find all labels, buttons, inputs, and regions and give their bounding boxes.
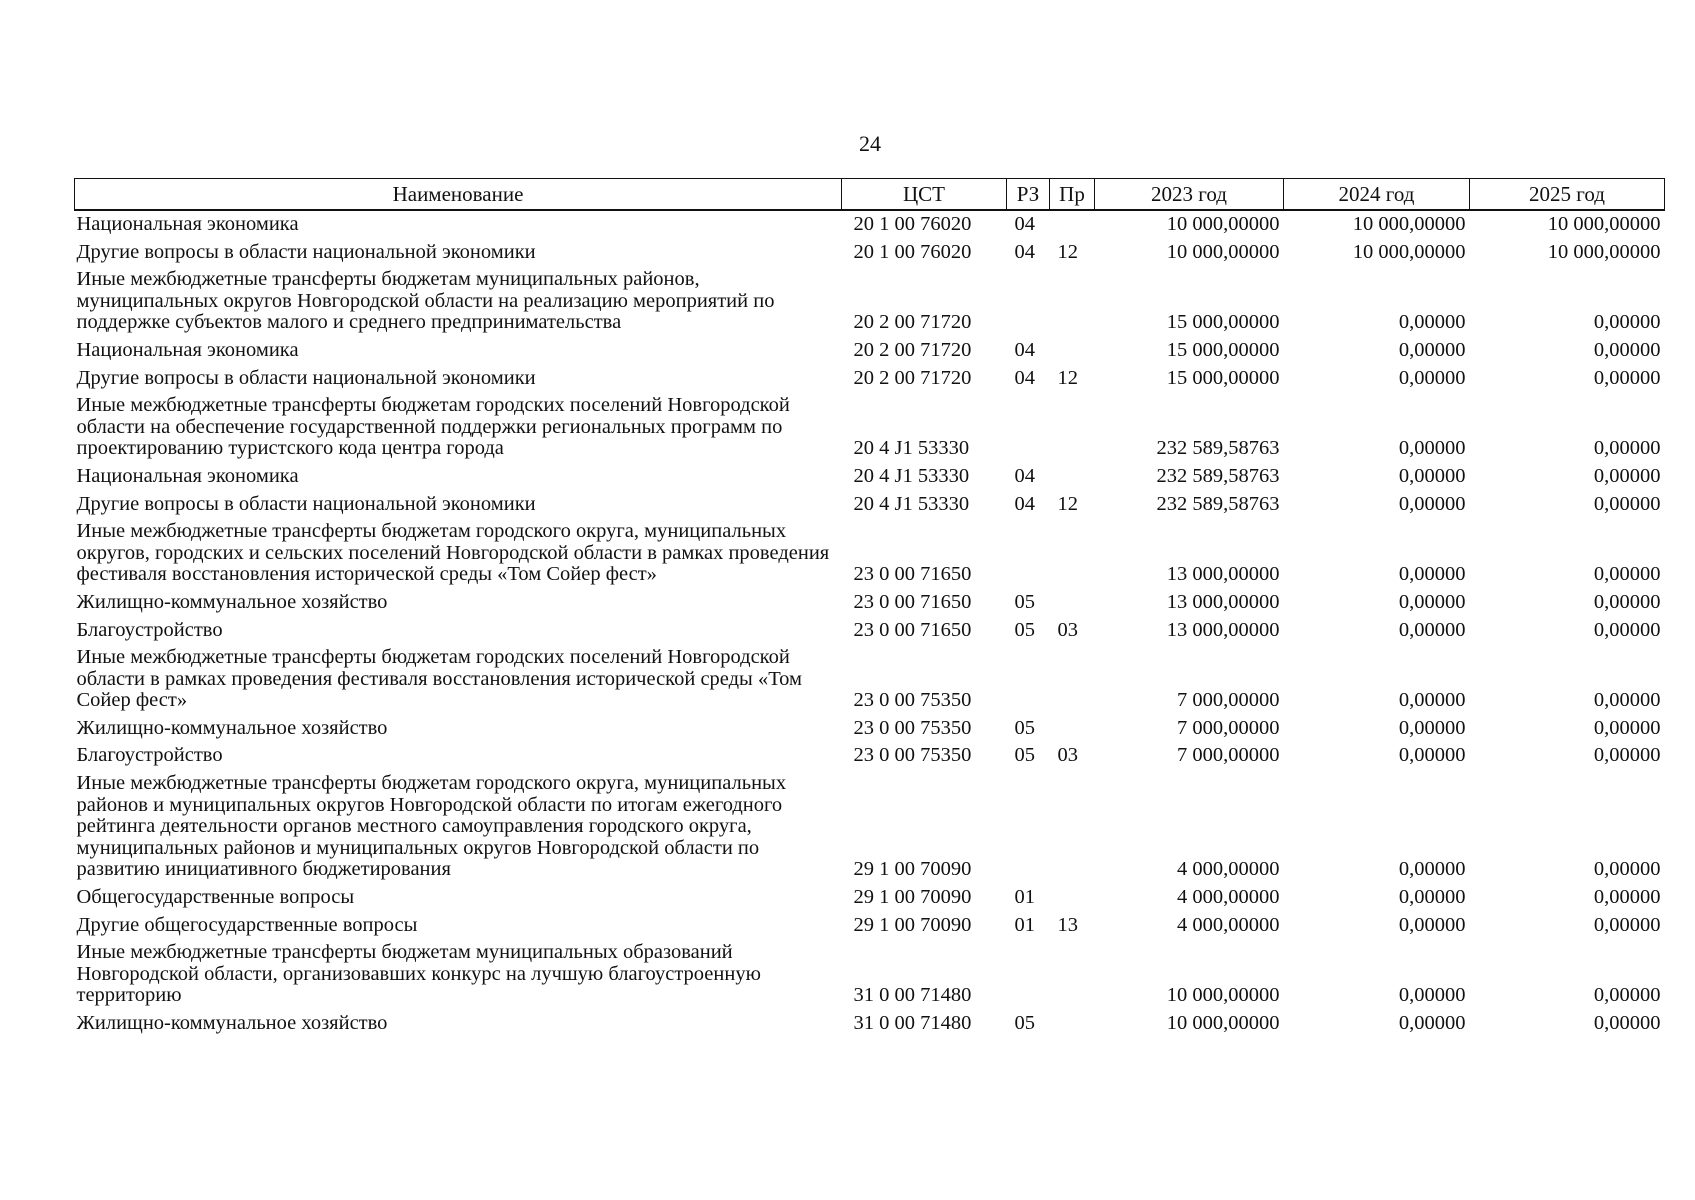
cell-rz: 04 bbox=[1014, 366, 1035, 389]
cell-2023: 4 000,00000 bbox=[1177, 858, 1280, 881]
cell-2025: 10 000,00000 bbox=[1547, 213, 1661, 235]
cell-cst: 29 1 00 70090 bbox=[853, 886, 972, 909]
cell-2024: 0,00000 bbox=[1398, 984, 1466, 1007]
table-row bbox=[75, 337, 1665, 365]
cell-2023: 232 589,58763 bbox=[1156, 464, 1280, 487]
cell-2023: 10 000,00000 bbox=[1166, 213, 1280, 235]
cell-rz: 04 bbox=[1014, 464, 1035, 487]
table-row bbox=[75, 266, 1665, 337]
cell-name: Иные межбюджетные трансферты бюджетам городских поселений Новгородской области на обеспечение государственной поддержки региональных программ по проектированию туристского кода центра города bbox=[76, 394, 790, 460]
cell-2025: 0,00000 bbox=[1593, 338, 1661, 361]
header-2023: 2023 год bbox=[1095, 179, 1284, 211]
cell-2023: 10 000,00000 bbox=[1166, 1012, 1280, 1034]
cell-2024: 0,00000 bbox=[1398, 590, 1466, 613]
cell-rz: 04 bbox=[1014, 240, 1035, 263]
cell-cst: 20 4 J1 53330 bbox=[853, 437, 970, 460]
cell-name: Жилищно-коммунальное хозяйство bbox=[76, 1012, 388, 1034]
cell-rz bbox=[1007, 770, 1050, 884]
cell-2023: 10 000,00000 bbox=[1166, 240, 1280, 263]
cell-2023: 7 000,00000 bbox=[1177, 716, 1280, 739]
cell-pr bbox=[1050, 210, 1095, 239]
cell-rz: 05 bbox=[1014, 716, 1035, 739]
cell-name: Жилищно-коммунальное хозяйство bbox=[76, 716, 388, 739]
cell-2024: 0,00000 bbox=[1398, 744, 1466, 767]
cell-rz: 04 bbox=[1014, 213, 1035, 235]
cell-2023: 232 589,58763 bbox=[1156, 437, 1280, 460]
cell-2024: 0,00000 bbox=[1398, 492, 1466, 515]
cell-rz: 01 bbox=[1014, 913, 1035, 936]
budget-table bbox=[74, 178, 1665, 1038]
table-header bbox=[75, 179, 1665, 211]
cell-rz bbox=[1007, 939, 1050, 1010]
cell-pr: 12 bbox=[1057, 366, 1078, 389]
table-row bbox=[75, 715, 1665, 743]
table-row bbox=[75, 644, 1665, 715]
cell-pr: 12 bbox=[1057, 240, 1078, 263]
cell-rz bbox=[1007, 644, 1050, 715]
cell-pr bbox=[1050, 589, 1095, 617]
table-row bbox=[75, 884, 1665, 912]
cell-2023: 13 000,00000 bbox=[1166, 618, 1280, 641]
cell-2024: 10 000,00000 bbox=[1352, 213, 1466, 235]
header-rz: РЗ bbox=[1007, 179, 1050, 211]
cell-2024: 0,00000 bbox=[1398, 913, 1466, 936]
cell-2023: 10 000,00000 bbox=[1166, 984, 1280, 1007]
cell-pr: 12 bbox=[1057, 492, 1078, 515]
table-row bbox=[75, 1010, 1665, 1038]
header-2025: 2025 год bbox=[1470, 179, 1665, 211]
header-name: Наименование bbox=[75, 179, 842, 211]
cell-cst: 20 1 00 76020 bbox=[853, 213, 972, 235]
cell-2025: 0,00000 bbox=[1593, 618, 1661, 641]
table-row bbox=[75, 939, 1665, 1010]
cell-2024: 0,00000 bbox=[1398, 1012, 1466, 1034]
cell-name: Благоустройство bbox=[76, 618, 223, 641]
cell-2023: 4 000,00000 bbox=[1177, 913, 1280, 936]
table-row bbox=[75, 912, 1665, 940]
cell-cst: 20 2 00 71720 bbox=[853, 366, 972, 389]
header-2024: 2024 год bbox=[1284, 179, 1470, 211]
cell-name: Другие общегосударственные вопросы bbox=[76, 913, 418, 936]
cell-cst: 20 2 00 71720 bbox=[853, 338, 972, 361]
cell-pr bbox=[1050, 770, 1095, 884]
cell-2025: 0,00000 bbox=[1593, 590, 1661, 613]
cell-pr bbox=[1050, 939, 1095, 1010]
cell-name: Иные межбюджетные трансферты бюджетам городских поселений Новгородской области в рамках проведения фестиваля восстановления исторической среды «Том Сойер фест» bbox=[76, 646, 803, 712]
cell-cst: 31 0 00 71480 bbox=[853, 984, 972, 1007]
cell-pr bbox=[1050, 337, 1095, 365]
cell-2024: 0,00000 bbox=[1398, 858, 1466, 881]
cell-2025: 0,00000 bbox=[1593, 744, 1661, 767]
cell-cst: 29 1 00 70090 bbox=[853, 858, 972, 881]
cell-2023: 15 000,00000 bbox=[1166, 366, 1280, 389]
cell-pr: 03 bbox=[1057, 618, 1078, 641]
table-row bbox=[75, 463, 1665, 491]
cell-2023: 15 000,00000 bbox=[1166, 311, 1280, 334]
cell-2023: 15 000,00000 bbox=[1166, 338, 1280, 361]
cell-2023: 13 000,00000 bbox=[1166, 563, 1280, 586]
cell-2025: 0,00000 bbox=[1593, 984, 1661, 1007]
cell-cst: 20 4 J1 53330 bbox=[853, 464, 970, 487]
cell-name: Иные межбюджетные трансферты бюджетам муниципальных образований Новгородской области, организовавших конкурс на лучшую благоустроенную территорию bbox=[76, 941, 761, 1007]
cell-2025: 10 000,00000 bbox=[1547, 240, 1661, 263]
cell-rz bbox=[1007, 266, 1050, 337]
cell-cst: 23 0 00 75350 bbox=[853, 716, 972, 739]
cell-pr bbox=[1050, 715, 1095, 743]
cell-name: Национальная экономика bbox=[76, 338, 299, 361]
cell-pr bbox=[1050, 266, 1095, 337]
cell-2025: 0,00000 bbox=[1593, 858, 1661, 881]
table-row bbox=[75, 617, 1665, 645]
cell-rz: 01 bbox=[1014, 886, 1035, 909]
cell-2024: 10 000,00000 bbox=[1352, 240, 1466, 263]
cell-2024: 0,00000 bbox=[1398, 437, 1466, 460]
cell-2024: 0,00000 bbox=[1398, 311, 1466, 334]
page-number: 24 bbox=[859, 131, 881, 156]
cell-2025: 0,00000 bbox=[1593, 716, 1661, 739]
cell-cst: 20 2 00 71720 bbox=[853, 311, 972, 334]
table-row bbox=[75, 770, 1665, 884]
cell-pr bbox=[1050, 1010, 1095, 1038]
cell-cst: 23 0 00 75350 bbox=[853, 744, 972, 767]
table-row bbox=[75, 742, 1665, 770]
table-row bbox=[75, 518, 1665, 589]
cell-name: Иные межбюджетные трансферты бюджетам муниципальных районов, муниципальных округов Новгородской области на реализацию мероприятий по поддержке субъектов малого и среднего предпринимательства bbox=[76, 268, 775, 334]
table-row bbox=[75, 491, 1665, 519]
cell-rz: 04 bbox=[1014, 338, 1035, 361]
cell-2024: 0,00000 bbox=[1398, 464, 1466, 487]
cell-2024: 0,00000 bbox=[1398, 338, 1466, 361]
cell-cst: 31 0 00 71480 bbox=[853, 1012, 972, 1034]
cell-name: Иные межбюджетные трансферты бюджетам городского округа, муниципальных районов и муниципальных округов Новгородской области по итогам ежегодного рейтинга деятельности органов местного самоуправления городского округа, муниципальных районов и муниципальных округов Новгородской области по развитию инициативного бюджетирования bbox=[76, 772, 787, 881]
table-row bbox=[75, 589, 1665, 617]
cell-rz: 04 bbox=[1014, 492, 1035, 515]
cell-pr bbox=[1050, 518, 1095, 589]
cell-2023: 13 000,00000 bbox=[1166, 590, 1280, 613]
cell-pr: 03 bbox=[1057, 744, 1078, 767]
table-row bbox=[75, 210, 1665, 239]
cell-2024: 0,00000 bbox=[1398, 886, 1466, 909]
table-row bbox=[75, 239, 1665, 267]
cell-cst: 20 4 J1 53330 bbox=[853, 492, 970, 515]
cell-2025: 0,00000 bbox=[1593, 913, 1661, 936]
cell-cst: 23 0 00 75350 bbox=[853, 689, 972, 712]
cell-2023: 232 589,58763 bbox=[1156, 492, 1280, 515]
cell-2023: 7 000,00000 bbox=[1177, 744, 1280, 767]
cell-cst: 23 0 00 71650 bbox=[853, 563, 972, 586]
cell-name: Другие вопросы в области национальной экономики bbox=[76, 366, 536, 389]
table-body bbox=[75, 210, 1665, 1038]
cell-2024: 0,00000 bbox=[1398, 618, 1466, 641]
cell-rz: 05 bbox=[1014, 1012, 1035, 1034]
cell-name: Национальная экономика bbox=[76, 464, 299, 487]
cell-cst: 29 1 00 70090 bbox=[853, 913, 972, 936]
cell-pr: 13 bbox=[1057, 913, 1078, 936]
cell-2025: 0,00000 bbox=[1593, 311, 1661, 334]
cell-name: Жилищно-коммунальное хозяйство bbox=[76, 590, 388, 613]
cell-name: Иные межбюджетные трансферты бюджетам городского округа, муниципальных округов, городских и сельских поселений Новгородской области в рамках проведения фестиваля восстановления исторической среды «Том Сойер фест» bbox=[76, 520, 830, 586]
cell-pr bbox=[1050, 644, 1095, 715]
cell-rz: 05 bbox=[1014, 618, 1035, 641]
cell-2023: 7 000,00000 bbox=[1177, 689, 1280, 712]
cell-rz bbox=[1007, 518, 1050, 589]
cell-2025: 0,00000 bbox=[1593, 366, 1661, 389]
cell-rz bbox=[1007, 392, 1050, 463]
cell-2025: 0,00000 bbox=[1593, 492, 1661, 515]
cell-name: Другие вопросы в области национальной экономики bbox=[76, 240, 536, 263]
cell-2023: 4 000,00000 bbox=[1177, 886, 1280, 909]
cell-cst: 20 1 00 76020 bbox=[853, 240, 972, 263]
header-pr: Пр bbox=[1050, 179, 1095, 211]
cell-2025: 0,00000 bbox=[1593, 563, 1661, 586]
cell-cst: 23 0 00 71650 bbox=[853, 590, 972, 613]
cell-2025: 0,00000 bbox=[1593, 886, 1661, 909]
cell-pr bbox=[1050, 392, 1095, 463]
cell-pr bbox=[1050, 884, 1095, 912]
cell-cst: 23 0 00 71650 bbox=[853, 618, 972, 641]
table-row bbox=[75, 365, 1665, 393]
cell-2024: 0,00000 bbox=[1398, 716, 1466, 739]
table-row bbox=[75, 392, 1665, 463]
cell-name: Другие вопросы в области национальной экономики bbox=[76, 492, 536, 515]
header-cst: ЦСТ bbox=[842, 179, 1007, 211]
cell-2025: 0,00000 bbox=[1593, 1012, 1661, 1034]
cell-rz: 05 bbox=[1014, 744, 1035, 767]
cell-2025: 0,00000 bbox=[1593, 689, 1661, 712]
cell-name: Общегосударственные вопросы bbox=[76, 886, 355, 909]
cell-pr bbox=[1050, 463, 1095, 491]
cell-2025: 0,00000 bbox=[1593, 437, 1661, 460]
cell-2024: 0,00000 bbox=[1398, 563, 1466, 586]
cell-2024: 0,00000 bbox=[1398, 366, 1466, 389]
cell-name: Благоустройство bbox=[76, 744, 223, 767]
cell-2025: 0,00000 bbox=[1593, 464, 1661, 487]
cell-rz: 05 bbox=[1014, 590, 1035, 613]
cell-name: Национальная экономика bbox=[76, 213, 299, 235]
cell-2024: 0,00000 bbox=[1398, 689, 1466, 712]
